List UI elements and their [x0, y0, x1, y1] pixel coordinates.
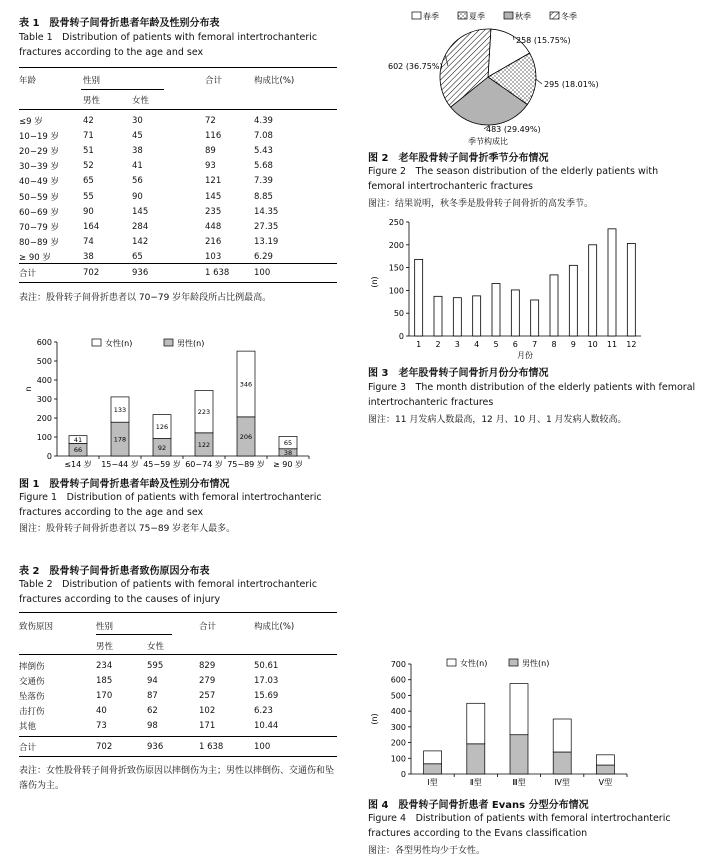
y-tick-label: 600	[390, 675, 406, 685]
legend-swatch	[550, 12, 559, 19]
figure2-chart	[368, 5, 668, 147]
x-tick-label: 7	[532, 340, 538, 349]
legend-swatch-male	[164, 339, 173, 346]
x-tick-label: 4	[474, 340, 480, 349]
table2-col-female: 女性	[147, 642, 165, 652]
y-tick-label: 100	[390, 754, 406, 764]
table-cell: 40−49 岁	[19, 177, 59, 188]
table-cell: 93	[205, 161, 216, 172]
bar-segment	[424, 764, 442, 774]
table-cell: 72	[205, 115, 216, 126]
x-tick-label: ≤14 岁	[64, 460, 92, 469]
x-tick-label: 60−74 岁	[185, 460, 223, 469]
bar-segment	[424, 751, 442, 764]
y-tick-label: 50	[393, 309, 404, 319]
leader-line	[536, 79, 542, 84]
figure1-chart	[19, 332, 319, 472]
table-row	[19, 143, 294, 158]
x-tick-label: 12	[626, 340, 637, 349]
table-cell: 90	[83, 206, 94, 217]
x-tick-label: 75−89 岁	[227, 460, 265, 469]
legend-label: 春季	[423, 12, 439, 21]
x-tick-label: 8	[551, 340, 557, 349]
table-cell: 448	[205, 221, 222, 232]
table-row	[19, 174, 294, 189]
bar	[415, 259, 423, 336]
legend-swatch	[504, 12, 513, 19]
table2-total	[19, 739, 294, 754]
legend-label-female: 女性(n)	[460, 659, 488, 668]
table-cell: 42	[83, 115, 94, 126]
legend-label: 冬季	[561, 12, 577, 21]
data-label: 92	[157, 443, 167, 452]
table-cell: 41	[132, 161, 143, 172]
x-tick-label: Ⅳ型	[554, 778, 570, 787]
table1-total	[19, 265, 294, 280]
table-row	[19, 673, 294, 688]
bar	[434, 296, 442, 336]
table-cell: 121	[205, 176, 222, 187]
y-tick-label: 0	[46, 452, 52, 461]
bar	[589, 245, 597, 336]
table-cell: 98	[147, 721, 158, 732]
table-row	[19, 235, 294, 250]
table-cell: 73	[96, 721, 107, 732]
bar-segment	[553, 719, 571, 752]
x-tick-label: ≥ 90 岁	[273, 460, 303, 469]
figure3-caption-en: Figure 3 The month distribution of the elderly patients with femoral intertrochanteric fractures	[368, 382, 696, 408]
table-cell: 284	[132, 221, 149, 232]
table1-body	[19, 113, 294, 265]
bar-segment	[553, 752, 571, 774]
figure1-note: 图注：股骨转子间骨折患者以 75−89 岁老年人最多。	[19, 524, 236, 534]
table-cell: 65	[83, 176, 94, 187]
bar-segment	[467, 744, 485, 774]
table-cell: 击打伤	[19, 707, 45, 718]
bar-segment	[510, 735, 528, 774]
x-tick-label: Ⅱ型	[469, 778, 482, 787]
table-row	[19, 739, 294, 754]
figure1-caption-en: Figure 1 Distribution of patients with femoral intertrochanteric fractures according to the age and sex	[19, 492, 322, 518]
y-tick-label: 0	[398, 332, 404, 341]
table-cell: 7.08	[254, 130, 273, 141]
data-label: 122	[197, 440, 211, 449]
y-tick-label: 0	[400, 770, 406, 779]
x-tick-label: 2	[435, 340, 441, 349]
table-cell: 936	[132, 267, 149, 278]
bar	[453, 298, 461, 336]
y-tick-label: 200	[390, 738, 406, 748]
table-cell: 60−69 岁	[19, 207, 59, 218]
table-cell: 103	[205, 252, 222, 263]
figure4-caption-en: Figure 4 Distribution of patients with femoral intertrochanteric fractures according to the Evans classification	[368, 813, 671, 839]
table-cell: 51	[83, 145, 94, 156]
table-cell: 80−89 岁	[19, 238, 59, 249]
table-cell: 10.44	[254, 721, 279, 732]
bar-segment	[510, 684, 528, 735]
y-tick-label: 300	[36, 395, 52, 404]
table-cell: 52	[83, 161, 94, 172]
x-tick-label: 3	[454, 340, 460, 349]
table2-col-ratio: 构成比(%)	[254, 622, 295, 632]
table2-col-cause: 致伤原因	[19, 622, 54, 632]
table2-note: 表注：女性股骨转子间骨折致伤原因以摔倒伤为主；男性以摔倒伤、交通伤和坠落伤为主。	[19, 766, 335, 791]
table-cell: 15.69	[254, 690, 279, 701]
legend-swatch-male	[509, 659, 518, 666]
data-label: 38	[283, 448, 293, 457]
table-row	[19, 159, 294, 174]
bar-segment	[596, 755, 614, 765]
table1-col-total: 合计	[205, 76, 223, 86]
table-row	[19, 265, 294, 280]
figure4-note: 图注：各型男性均少于女性。	[368, 846, 486, 856]
figure4-chart	[365, 652, 635, 792]
table-cell: 702	[83, 267, 100, 278]
table-cell: 38	[83, 252, 94, 263]
y-tick-label: 100	[388, 286, 404, 296]
legend-swatch	[458, 12, 467, 19]
bar	[531, 300, 539, 336]
x-tick-label: Ⅴ型	[598, 778, 613, 787]
table2-col-sex: 性别	[96, 622, 114, 632]
table-cell: 702	[96, 741, 113, 752]
x-tick-label: 9	[570, 340, 576, 349]
table-cell: 10−19 岁	[19, 131, 59, 142]
table-row	[19, 204, 294, 219]
y-axis-label: (n)	[370, 276, 379, 288]
table-cell: 坠落伤	[19, 691, 45, 702]
table-cell: 13.19	[254, 237, 279, 248]
table-cell: 1 638	[199, 741, 224, 752]
table-cell: 74	[83, 237, 94, 248]
table-cell: 100	[254, 741, 271, 752]
data-label: 483 (29.49%)	[486, 125, 541, 134]
table-cell: 7.39	[254, 176, 273, 187]
legend-swatch-female	[447, 659, 456, 666]
figure2-caption-cn: 图 2 老年股骨转子间骨折季节分布情况	[368, 153, 549, 164]
table-cell: 936	[147, 741, 164, 752]
table-cell: 1 638	[205, 267, 230, 278]
table-cell: 6.23	[254, 706, 273, 717]
table-cell: 55	[83, 191, 94, 202]
figure3-caption-cn: 图 3 老年股骨转子间骨折月份分布情况	[368, 368, 549, 379]
y-tick-label: 100	[36, 433, 52, 442]
x-tick-label: 5	[493, 340, 499, 349]
table-cell: 70−79 岁	[19, 222, 59, 233]
table-cell: 交通伤	[19, 676, 45, 687]
y-axis-label: n	[24, 386, 33, 392]
table-cell: 27.35	[254, 221, 279, 232]
table-row	[19, 128, 294, 143]
table-cell: 829	[199, 660, 216, 671]
table-cell: 8.85	[254, 191, 273, 202]
table-row	[19, 189, 294, 204]
table-cell: 87	[147, 690, 158, 701]
bar	[608, 229, 616, 336]
y-tick-label: 200	[388, 240, 404, 250]
data-label: 223	[197, 408, 211, 417]
table2-title-en: Table 2 Distribution of patients with femoral intertrochanteric fractures according to the causes of injury	[19, 579, 318, 605]
y-tick-label: 250	[388, 218, 404, 227]
table-row	[19, 219, 294, 234]
table-cell: 17.03	[254, 675, 279, 686]
data-label: 66	[73, 446, 83, 455]
table-cell: 30−39 岁	[19, 162, 59, 173]
figure3-note: 图注：11 月发病人数最高，12 月、10 月、1 月发病人数较高。	[368, 415, 627, 425]
y-tick-label: 500	[390, 691, 406, 701]
table-cell: 5.43	[254, 145, 273, 156]
bar-segment	[596, 765, 614, 774]
y-tick-label: 200	[36, 414, 52, 423]
x-tick-label: Ⅲ型	[512, 778, 526, 787]
table-cell: 合计	[19, 742, 37, 753]
table-cell: 62	[147, 706, 158, 717]
x-tick-label: 45−59 岁	[143, 460, 181, 469]
table1-title-cn: 表 1 股骨转子间骨折患者年龄及性别分布表	[19, 18, 220, 29]
table1-col-female: 女性	[132, 96, 150, 106]
table-row	[19, 688, 294, 703]
table2-col-male: 男性	[96, 642, 114, 652]
data-label: 295 (18.01%)	[544, 80, 599, 89]
x-axis-label: 月份	[517, 351, 533, 360]
table-cell: 14.35	[254, 206, 279, 217]
legend-label-female: 女性(n)	[105, 339, 133, 348]
legend-label-male: 男性(n)	[177, 339, 205, 348]
legend-label: 秋季	[515, 12, 531, 21]
table-cell: 5.68	[254, 161, 273, 172]
y-tick-label: 700	[390, 660, 406, 669]
bar	[492, 284, 500, 336]
table1-title-en: Table 1 Distribution of patients with femoral intertrochanteric fractures according to the age and sex	[19, 32, 318, 58]
x-tick-label: 15−44 岁	[101, 460, 139, 469]
table-cell: 145	[205, 191, 222, 202]
data-label: 206	[239, 432, 253, 441]
table-cell: 40	[96, 706, 107, 717]
table-cell: 234	[96, 660, 113, 671]
x-tick-label: Ⅰ型	[427, 778, 438, 787]
table-cell: 89	[205, 145, 216, 156]
legend-label-male: 男性(n)	[522, 659, 550, 668]
bar-segment	[467, 703, 485, 744]
x-tick-label: 1	[416, 340, 422, 349]
table-cell: 90	[132, 191, 143, 202]
table-cell: 235	[205, 206, 222, 217]
bar	[569, 265, 577, 336]
table-cell: 其他	[19, 722, 37, 733]
table-cell: 38	[132, 145, 143, 156]
table-cell: 100	[254, 267, 271, 278]
table-cell: 50−59 岁	[19, 192, 59, 203]
data-label: 65	[283, 439, 293, 448]
legend-swatch	[412, 12, 421, 19]
table-cell: 164	[83, 221, 100, 232]
chart-title: 季节构成比	[468, 137, 508, 146]
y-tick-label: 500	[36, 357, 52, 366]
figure1-caption-cn: 图 1 股骨转子间骨折患者年龄及性别分布情况	[19, 479, 230, 490]
table-row	[19, 704, 294, 719]
table-cell: ≥ 90 岁	[19, 253, 51, 264]
table-cell: 摔倒伤	[19, 661, 45, 672]
table-row	[19, 658, 294, 673]
table-cell: 71	[83, 130, 94, 141]
table-cell: 279	[199, 675, 216, 686]
table1-col-male: 男性	[83, 96, 101, 106]
table-cell: 56	[132, 176, 143, 187]
figure3-chart	[365, 214, 655, 362]
table-cell: 257	[199, 690, 216, 701]
table1-col-age: 年龄	[19, 76, 37, 86]
table-row	[19, 719, 294, 734]
data-label: 178	[113, 435, 127, 444]
legend-swatch-female	[92, 339, 101, 346]
table-row	[19, 113, 294, 128]
table-cell: 20−29 岁	[19, 146, 59, 157]
table-cell: 102	[199, 706, 216, 717]
figure2-note: 图注：结果说明，秋冬季是股骨转子间骨折的高发季节。	[368, 199, 594, 209]
table-cell: 145	[132, 206, 149, 217]
bar	[550, 275, 558, 336]
y-tick-label: 600	[36, 338, 52, 347]
figure2-caption-en: Figure 2 The season distribution of the elderly patients with femoral intertrochanteric fractures	[368, 166, 659, 192]
table-cell: 116	[205, 130, 222, 141]
table2-title-cn: 表 2 股骨转子间骨折患者致伤原因分布表	[19, 566, 210, 577]
data-label: 126	[155, 423, 169, 432]
table-cell: 50.61	[254, 660, 279, 671]
table-cell: 216	[205, 237, 222, 248]
table-cell: 30	[132, 115, 143, 126]
table-cell: 45	[132, 130, 143, 141]
data-label: 258 (15.75%)	[516, 36, 571, 45]
table-cell: 595	[147, 660, 164, 671]
figure4-caption-cn: 图 4 股骨转子间骨折患者 Evans 分型分布情况	[368, 800, 589, 811]
data-label: 602 (36.75%)	[388, 62, 443, 71]
table-cell: 4.39	[254, 115, 273, 126]
table-cell: 65	[132, 252, 143, 263]
data-label: 133	[113, 406, 127, 415]
table1-col-ratio: 构成比(%)	[254, 76, 295, 86]
table2-col-total: 合计	[199, 622, 217, 632]
bar	[473, 296, 481, 336]
legend-label: 夏季	[469, 12, 485, 21]
bar	[627, 243, 635, 336]
table-cell: 170	[96, 690, 113, 701]
y-tick-label: 400	[390, 707, 406, 717]
x-tick-label: 6	[512, 340, 518, 349]
table1-col-sex: 性别	[83, 76, 101, 86]
table2-body	[19, 658, 294, 734]
data-label: 346	[239, 380, 253, 389]
table-cell: 171	[199, 721, 216, 732]
table-cell: 6.29	[254, 252, 273, 263]
table-cell: ≤9 岁	[19, 116, 43, 127]
y-axis-label: (n)	[370, 713, 379, 725]
data-label: 41	[73, 436, 83, 445]
bar	[511, 290, 519, 336]
table-cell: 142	[132, 237, 149, 248]
table-cell: 合计	[19, 268, 37, 279]
x-tick-label: 10	[587, 340, 598, 349]
y-tick-label: 150	[388, 263, 404, 273]
table-cell: 94	[147, 675, 158, 686]
table1-note: 表注：股骨转子间骨折患者以 70−79 岁年龄段所占比例最高。	[19, 293, 272, 303]
table-cell: 185	[96, 675, 113, 686]
y-tick-label: 400	[36, 376, 52, 385]
x-tick-label: 11	[606, 340, 618, 349]
y-tick-label: 300	[390, 722, 406, 732]
